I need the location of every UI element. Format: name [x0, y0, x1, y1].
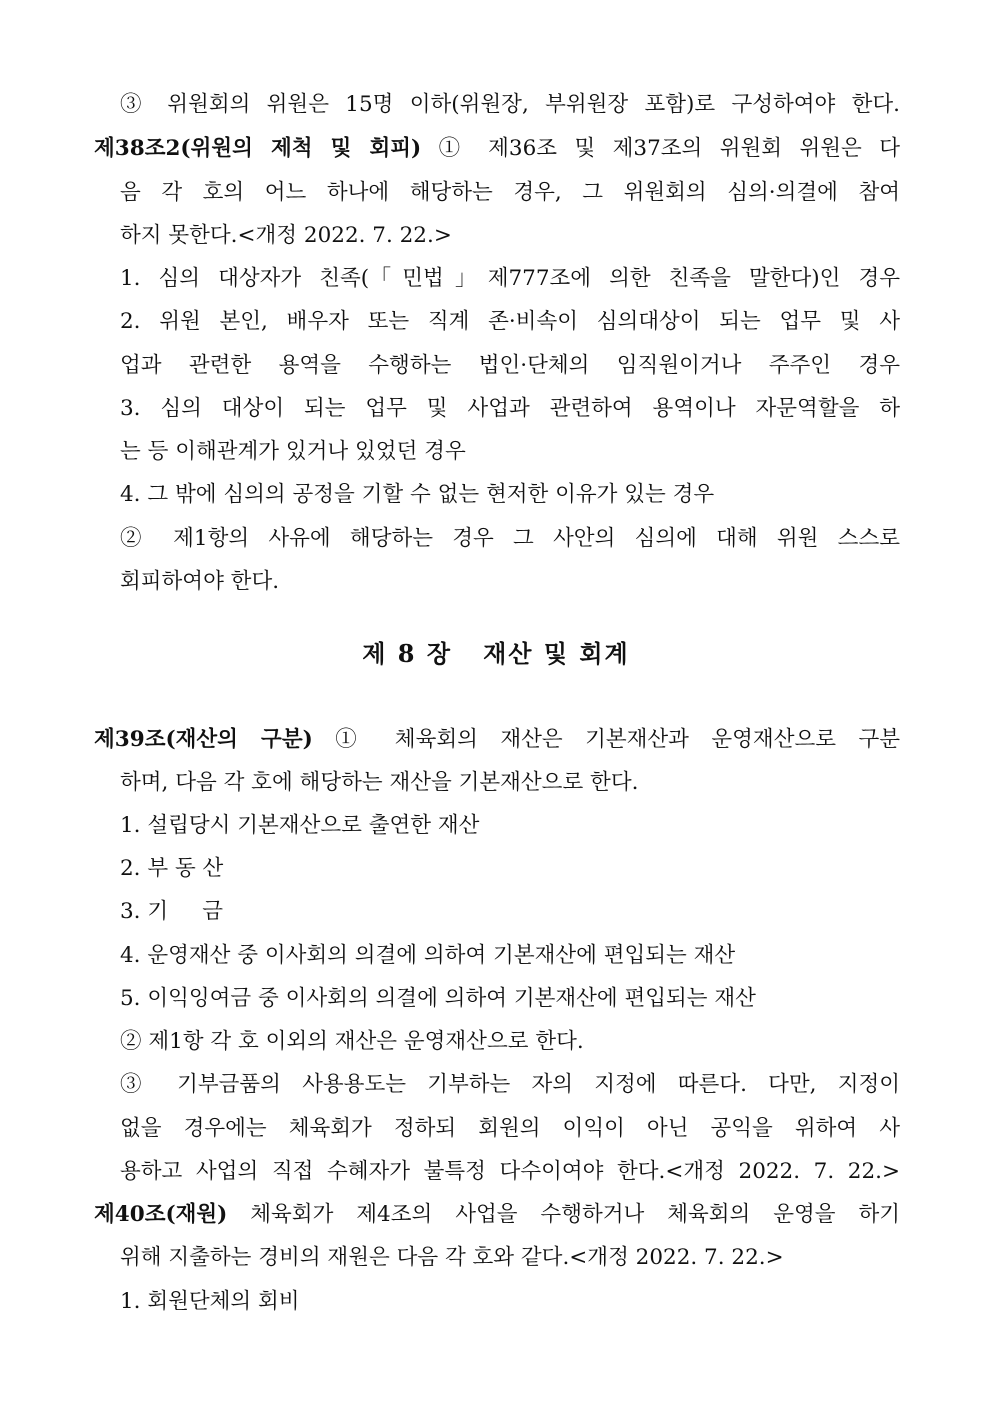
- article39-paragraph2: ② 제1항 각 호 이외의 재산은 운영재산으로 한다.: [120, 1029, 584, 1054]
- article38-2-line1-text: ① 제36조 및 제37조의 위원회 위원은 다: [421, 136, 900, 161]
- article39-paragraph3-line2: 없을 경우에는 체육회가 정하되 회원의 이익이 아닌 공익을 위하여 사: [120, 1116, 900, 1141]
- article40-line1-text: 체육회가 제4조의 사업을 수행하거나 체육회의 운영을 하기: [227, 1202, 900, 1227]
- article39-item4: 4. 운영재산 중 이사회의 의결에 의하여 기본재산에 편입되는 재산: [120, 943, 736, 968]
- article39-line2: 하며, 다음 각 호에 해당하는 재산을 기본재산으로 한다.: [120, 770, 639, 795]
- article38-paragraph3: ③ 위원회의 위원은 15명 이하(위원장, 부위원장 포함)로 구성하여야 한다.: [120, 92, 900, 117]
- article38-2-line2: 음 각 호의 어느 하나에 해당하는 경우, 그 위원회의 심의·의결에 참여: [120, 180, 900, 205]
- article38-2-item3-line2: 는 등 이해관계가 있거나 있었던 경우: [120, 439, 466, 464]
- article38-2-heading: 제38조2(위원의 제척 및 회피): [94, 136, 422, 161]
- chapter-title: 제 8 장 재산 및 회계: [362, 639, 630, 668]
- article39-line1-text: ① 체육회의 재산은 기본재산과 운영재산으로 구분: [312, 727, 901, 752]
- article38-2-item3-line1: 3. 심의 대상이 되는 업무 및 사업과 관련하여 용역이나 자문역할을 하: [120, 396, 900, 421]
- article38-2-item2-line2: 업과 관련한 용역을 수행하는 법인·단체의 임직원이거나 주주인 경우: [120, 353, 900, 378]
- article38-2-first-line: [94, 134, 900, 164]
- article40-heading: 제40조(재원): [94, 1202, 228, 1227]
- article39-item2: 2. 부 동 산: [120, 856, 224, 881]
- article38-2-item4: 4. 그 밖에 심의의 공정을 기할 수 없는 현저한 이유가 있는 경우: [120, 482, 715, 507]
- article40-item1: 1. 회원단체의 회비: [120, 1289, 300, 1314]
- article38-2-paragraph2-line1: ② 제1항의 사유에 해당하는 경우 그 사안의 심의에 대해 위원 스스로: [120, 526, 900, 551]
- article40-line2: 위해 지출하는 경비의 재원은 다음 각 호와 같다.<개정 2022. 7. 22.>: [120, 1245, 784, 1270]
- article39-item3: 3. 기 금: [120, 899, 224, 924]
- article39-item5: 5. 이익잉여금 중 이사회의 의결에 의하여 기본재산에 편입되는 재산: [120, 986, 756, 1011]
- article40-first-line: [94, 1200, 900, 1230]
- article39-paragraph3-line3: 용하고 사업의 직접 수혜자가 불특정 다수이여야 한다.<개정 2022. 7. 22.>: [120, 1159, 900, 1184]
- article39-first-line: [94, 725, 900, 755]
- article38-2-item1: 1. 심의 대상자가 친족(「민법」제777조에 의한 친족을 말한다)인 경우: [120, 266, 900, 291]
- article39-heading: 제39조(재산의 구분): [94, 727, 313, 752]
- article39-paragraph3-line1: ③ 기부금품의 사용용도는 기부하는 자의 지정에 따른다. 다만, 지정이: [120, 1072, 900, 1097]
- article38-2-item2-line1: 2. 위원 본인, 배우자 또는 직계 존·비속이 심의대상이 되는 업무 및 사: [120, 309, 900, 334]
- article38-2-line3: 하지 못한다.<개정 2022. 7. 22.>: [120, 223, 452, 248]
- article39-item1: 1. 설립당시 기본재산으로 출연한 재산: [120, 813, 480, 838]
- article38-2-paragraph2-line2: 회피하여야 한다.: [120, 569, 280, 594]
